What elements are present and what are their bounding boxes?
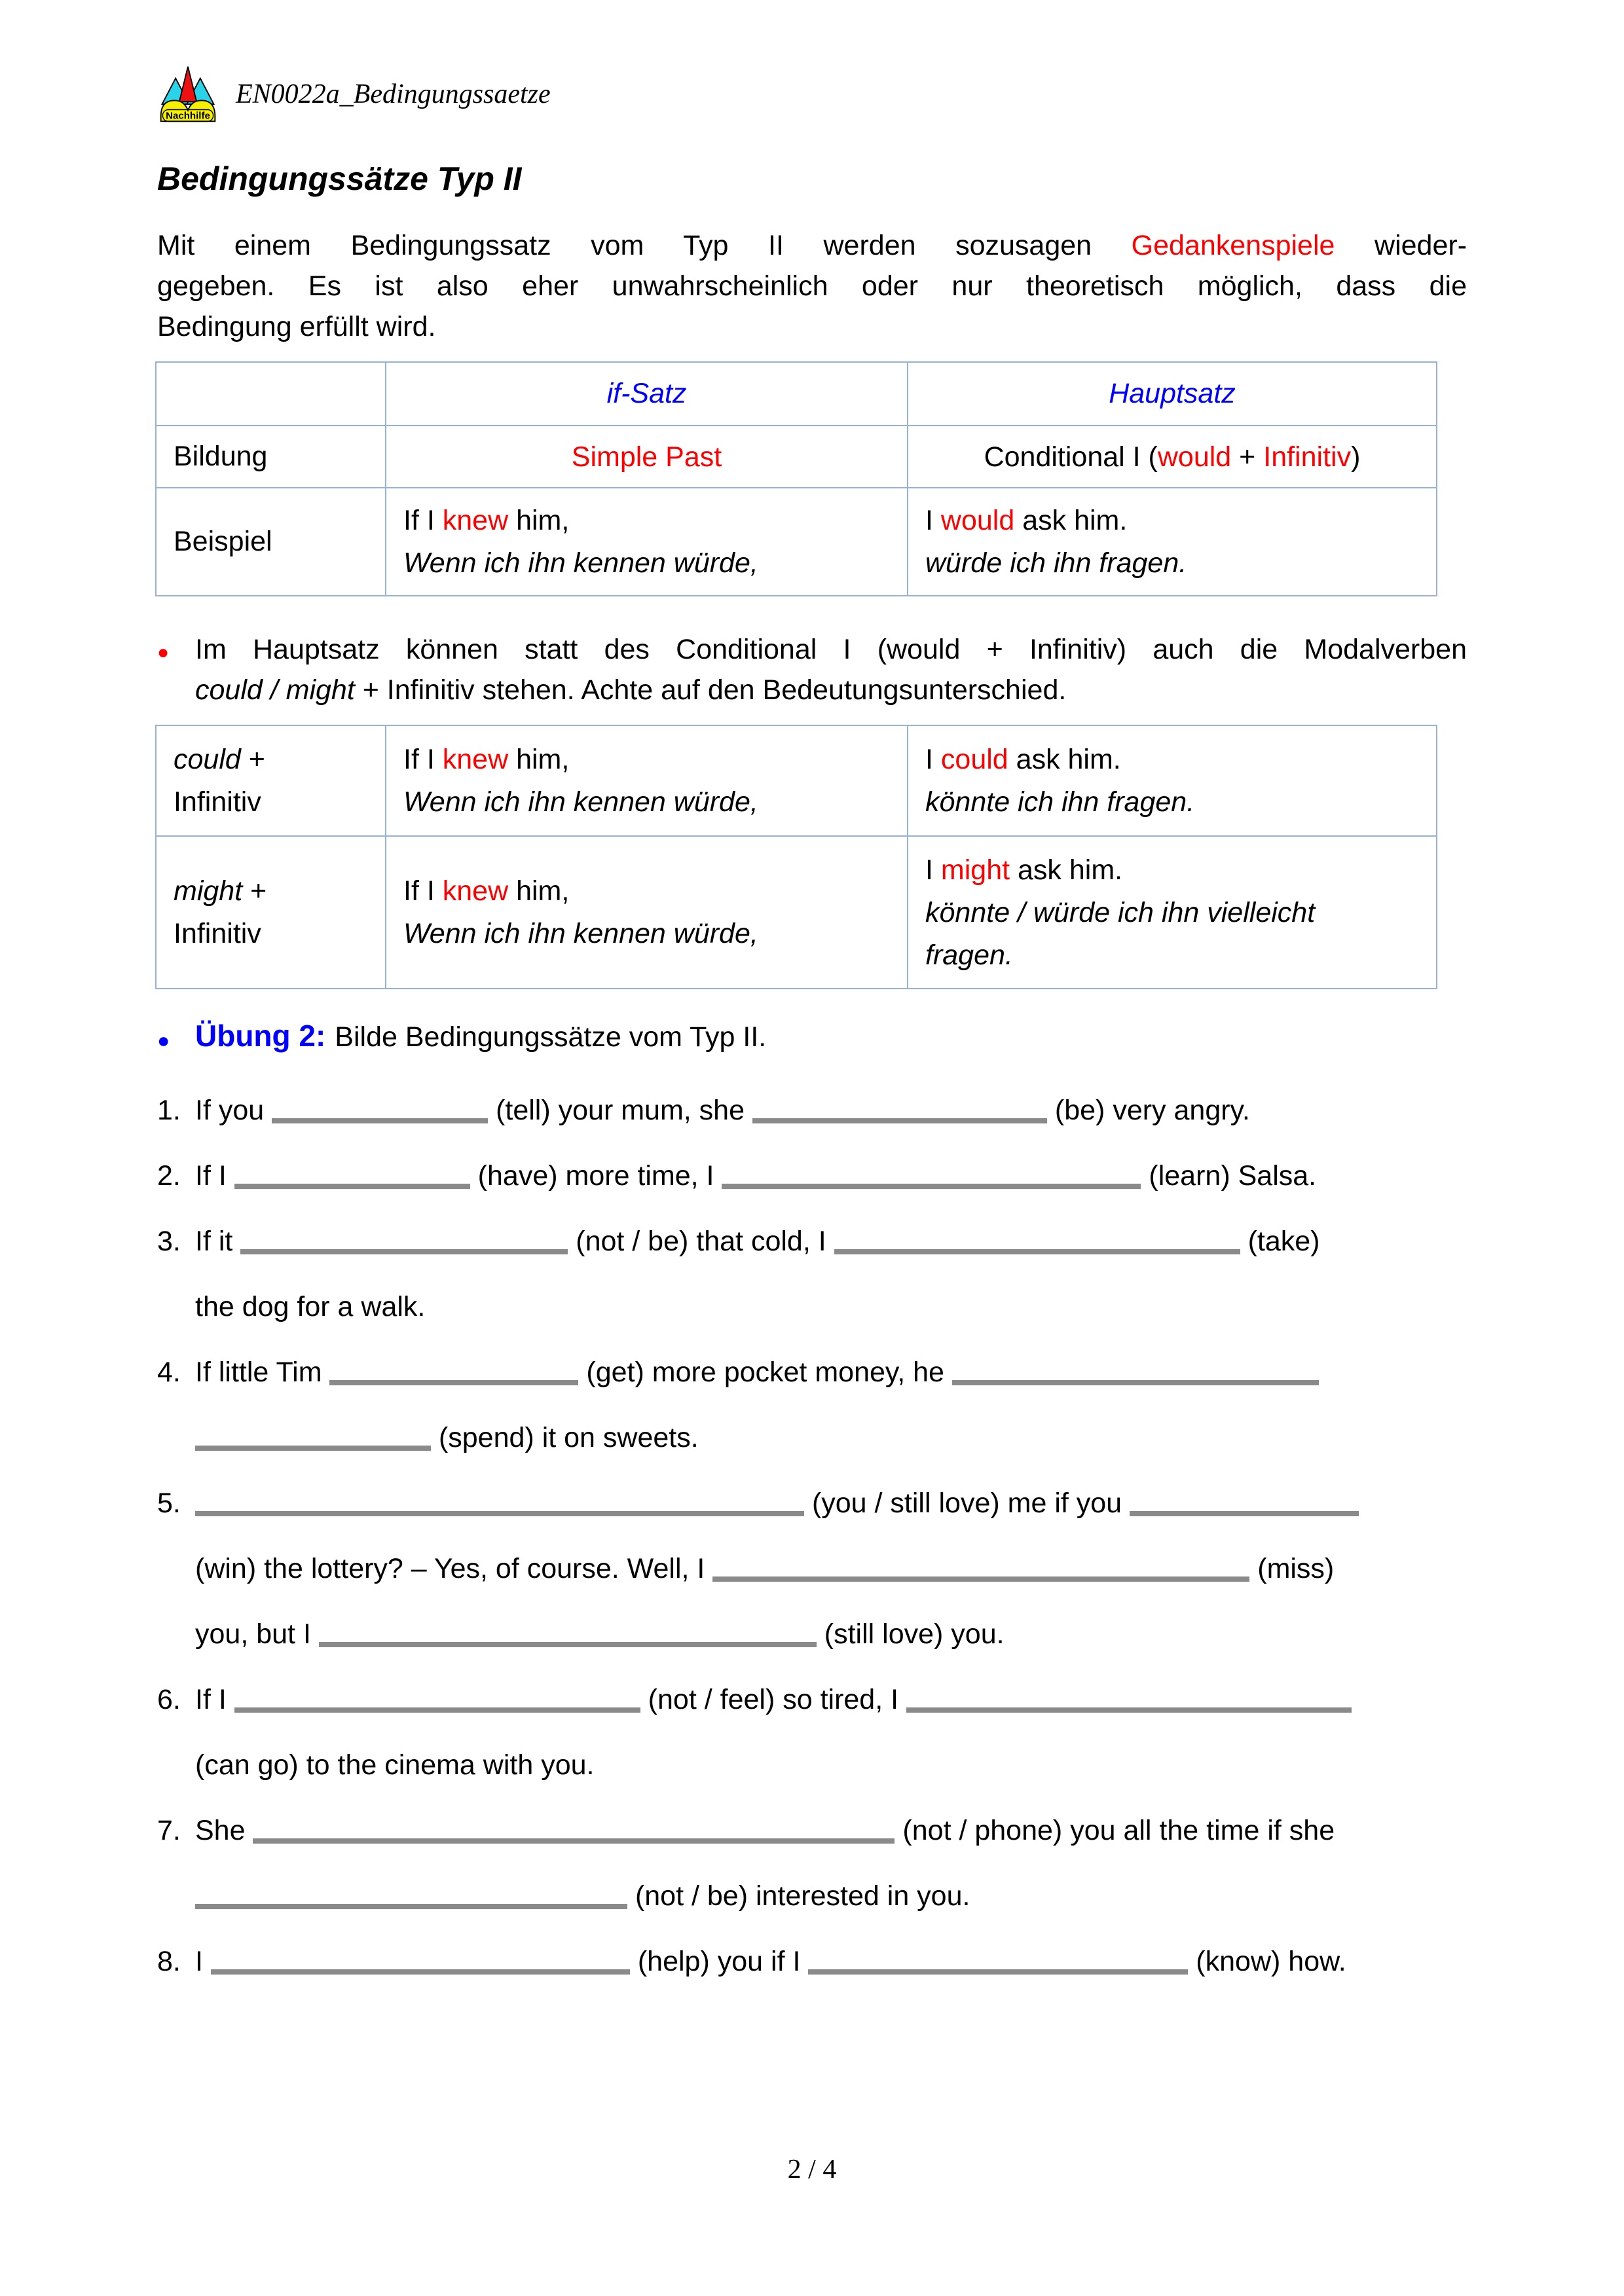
table1-bildung-haupt-cell — [908, 426, 1437, 488]
text-run: (not / phone) you all the time if she — [895, 1815, 1335, 1846]
table1-label-bildung: Bildung — [156, 426, 386, 488]
text-run: would — [940, 505, 1015, 536]
text-run: If I — [403, 875, 443, 907]
text-run: knew — [442, 744, 509, 775]
answer-blank — [808, 1969, 1188, 1975]
answer-blank — [234, 1707, 640, 1713]
conditional-form-table — [155, 361, 1437, 596]
document-filename: EN0022a_Bedingungssaetze — [236, 79, 551, 109]
text-run: could — [940, 744, 1008, 775]
table-cell-line — [403, 439, 890, 475]
table-cell-line — [925, 894, 1419, 931]
table-cell-line — [403, 741, 890, 778]
text-run: (tell) your mum, she — [488, 1095, 752, 1126]
table1-beispiel-if-cell — [386, 488, 908, 596]
exercise-line — [157, 1667, 1467, 1732]
note-line — [195, 670, 1467, 710]
exercise-line — [157, 1339, 1467, 1405]
text-run: She — [195, 1815, 253, 1846]
text-run: If it — [195, 1226, 241, 1257]
table-cell-line — [925, 852, 1419, 888]
exercise-line — [157, 1143, 1467, 1209]
answer-blank — [240, 1249, 568, 1254]
answer-blank — [272, 1118, 488, 1123]
table1-bildung-if-cell — [386, 426, 908, 488]
text-run: + — [242, 875, 267, 907]
table-cell-line — [174, 873, 368, 909]
table2-might-haupt-cell — [908, 836, 1437, 989]
exercise-line — [157, 1470, 1467, 1536]
exercise-number: 1. — [157, 1095, 181, 1126]
exercise-heading-body — [195, 1018, 766, 1061]
text-run: could — [174, 744, 241, 775]
text-run: (not / feel) so tired, I — [640, 1684, 907, 1715]
answer-blank — [952, 1380, 1319, 1385]
text-run: Wenn ich ihn kennen würde, — [403, 918, 758, 949]
table-cell-line — [925, 502, 1419, 539]
exercise-heading — [157, 1018, 1467, 1061]
answer-blank — [1130, 1511, 1359, 1516]
text-run: the dog for a walk. — [195, 1291, 426, 1322]
text-run: (get) more pocket money, he — [578, 1357, 952, 1388]
exercise-line — [157, 1732, 1467, 1798]
text-run: you, but I — [195, 1618, 319, 1650]
intro-line — [157, 225, 1467, 266]
text-run: I — [925, 505, 941, 536]
exercise-list — [157, 1078, 1467, 1994]
answer-blank — [195, 1904, 627, 1909]
table1-beispiel-haupt-cell — [908, 488, 1437, 596]
text-run: (help) you if I — [629, 1946, 809, 1977]
text-run: I — [925, 744, 941, 775]
text-run: knew — [442, 505, 509, 536]
text-run: (miss) — [1249, 1553, 1335, 1584]
text-run: Gedankenspiele — [1131, 230, 1335, 261]
red-bullet-icon — [157, 629, 195, 710]
answer-blank — [752, 1118, 1047, 1123]
intro-line — [157, 306, 1467, 347]
table-cell-line — [403, 545, 890, 581]
table-cell-line — [925, 784, 1419, 820]
answer-blank — [329, 1380, 578, 1385]
text-run: ask him. — [1014, 505, 1128, 536]
note-line — [195, 629, 1467, 670]
text-run: I — [195, 1946, 211, 1977]
exercise-number: 4. — [157, 1357, 181, 1388]
exercise-number: 5. — [157, 1487, 181, 1519]
text-run: ask him. — [1008, 744, 1121, 775]
table1-header-hauptsatz: Hauptsatz — [908, 362, 1437, 426]
text-run: If little Tim — [195, 1357, 330, 1388]
text-run: might — [174, 875, 243, 907]
text-run: Infinitiv — [1263, 441, 1352, 473]
text-run: If you — [195, 1095, 272, 1126]
text-run: could / might — [195, 674, 355, 706]
text-run: + Infinitiv stehen. Achte auf den Bedeutungsunterschied. — [354, 674, 1067, 706]
text-run: wieder- — [1335, 230, 1467, 261]
exercise-line — [157, 1078, 1467, 1143]
answer-blank — [195, 1446, 431, 1451]
document-header — [0, 0, 1624, 124]
table-cell-line — [403, 915, 890, 952]
logo-label: Nachhilfe — [166, 110, 210, 122]
text-run: Conditional I ( — [984, 441, 1158, 473]
table-cell-line — [403, 784, 890, 820]
text-run: (not / be) interested in you. — [627, 1880, 970, 1912]
exercise-line — [157, 1405, 1467, 1470]
text-run: might — [940, 854, 1010, 886]
table2-could-if-cell — [386, 725, 908, 836]
text-run: (learn) Salsa. — [1141, 1160, 1317, 1192]
text-run: Im Hauptsatz können statt des Conditional I (would + Infinitiv) auch die Modalverben — [195, 634, 1467, 665]
answer-blank — [195, 1511, 804, 1516]
text-run: Wenn ich ihn kennen würde, — [403, 786, 758, 818]
answer-blank — [722, 1184, 1141, 1189]
table2-could-haupt-cell — [908, 725, 1437, 836]
logo-red-peak — [179, 67, 196, 102]
table-cell-line — [174, 741, 368, 778]
text-run: him, — [508, 875, 570, 907]
nachhilfe-logo-icon — [157, 64, 219, 124]
exercise-line — [157, 1798, 1467, 1863]
blue-bullet-icon — [157, 1018, 195, 1061]
modal-verbs-note — [157, 629, 1467, 710]
table2-label-could-cell — [156, 725, 386, 836]
exercise-number: 2. — [157, 1160, 181, 1192]
modal-verbs-table — [155, 725, 1437, 989]
text-run: (be) very angry. — [1046, 1095, 1250, 1126]
table-cell-line — [174, 784, 368, 820]
exercise-number: 8. — [157, 1946, 181, 1977]
exercise-number: 3. — [157, 1226, 181, 1257]
answer-blank — [234, 1184, 470, 1189]
table-cell-line — [403, 873, 890, 909]
text-run: If I — [195, 1160, 234, 1192]
table-cell-line — [925, 439, 1419, 475]
table-cell-line — [925, 545, 1419, 581]
text-run: Simple Past — [571, 441, 722, 473]
exercise-line — [157, 1274, 1467, 1339]
answer-blank — [834, 1249, 1240, 1254]
answer-blank — [319, 1642, 817, 1647]
exercise-number: 7. — [157, 1815, 181, 1846]
text-run: (not / be) that cold, I — [568, 1226, 834, 1257]
text-run: Infinitiv — [174, 786, 261, 818]
exercise-number: 6. — [157, 1684, 181, 1715]
exercise-line — [157, 1601, 1467, 1667]
answer-blank — [211, 1969, 630, 1975]
answer-blank — [712, 1576, 1249, 1582]
text-run: (you / still love) me if you — [804, 1487, 1130, 1519]
text-run: (can go) to the cinema with you. — [195, 1749, 595, 1781]
text-run: If I — [403, 744, 443, 775]
text-run: könnte ich ihn fragen. — [925, 786, 1195, 818]
page-title: Bedingungssätze Typ II — [157, 160, 522, 197]
text-run: I — [925, 854, 941, 886]
text-run: him, — [508, 505, 570, 536]
note-body — [195, 629, 1467, 710]
text-run: Wenn ich ihn kennen würde, — [403, 547, 758, 579]
text-run: würde ich ihn fragen. — [925, 547, 1187, 579]
text-run: (have) more time, I — [470, 1160, 722, 1192]
table1-label-beispiel: Beispiel — [156, 488, 386, 596]
text-run: gegeben. Es ist also eher unwahrscheinlich oder nur theoretisch möglich, dass die — [157, 270, 1467, 302]
exercise-line — [157, 1209, 1467, 1274]
exercise-line — [157, 1929, 1467, 1994]
text-run: knew — [442, 875, 509, 907]
text-run: (spend) it on sweets. — [431, 1422, 699, 1453]
table-cell-line — [403, 502, 890, 539]
text-run: (take) — [1240, 1226, 1320, 1257]
exercise-label: Übung 2: — [195, 1019, 326, 1053]
answer-blank — [906, 1707, 1352, 1713]
text-run: + — [240, 744, 265, 775]
text-run: (win) the lottery? – Yes, of course. Well, I — [195, 1553, 713, 1584]
page-number: 2 / 4 — [787, 2155, 837, 2185]
text-run: ask him. — [1010, 854, 1123, 886]
text-run: Bedingung erfüllt wird. — [157, 311, 436, 342]
exercise-line — [157, 1536, 1467, 1601]
text-run: (still love) you. — [816, 1618, 1005, 1650]
answer-blank — [253, 1838, 895, 1844]
text-run: If I — [403, 505, 443, 536]
text-run: fragen. — [925, 939, 1013, 971]
table-cell-line — [925, 741, 1419, 778]
text-run: (know) how. — [1188, 1946, 1346, 1977]
table1-corner-cell — [156, 362, 386, 426]
text-run: him, — [508, 744, 570, 775]
text-run: would — [1157, 441, 1232, 473]
table-cell-line — [174, 915, 368, 952]
exercise-instruction: Bilde Bedingungssätze vom Typ II. — [335, 1021, 767, 1053]
text-run: If I — [195, 1684, 234, 1715]
text-run: ) — [1351, 441, 1361, 473]
intro-line — [157, 266, 1467, 306]
exercise-line — [157, 1863, 1467, 1929]
text-run: Infinitiv — [174, 918, 261, 949]
table-cell-line — [925, 937, 1419, 974]
table2-label-might-cell — [156, 836, 386, 989]
text-run: + — [1231, 441, 1264, 473]
text-run: Mit einem Bedingungssatz vom Typ II werden sozusagen — [157, 230, 1132, 261]
table2-might-if-cell — [386, 836, 908, 989]
text-run: könnte / würde ich ihn vielleicht — [925, 896, 1316, 928]
intro-paragraph — [157, 225, 1467, 347]
table1-header-if-satz: if-Satz — [386, 362, 908, 426]
